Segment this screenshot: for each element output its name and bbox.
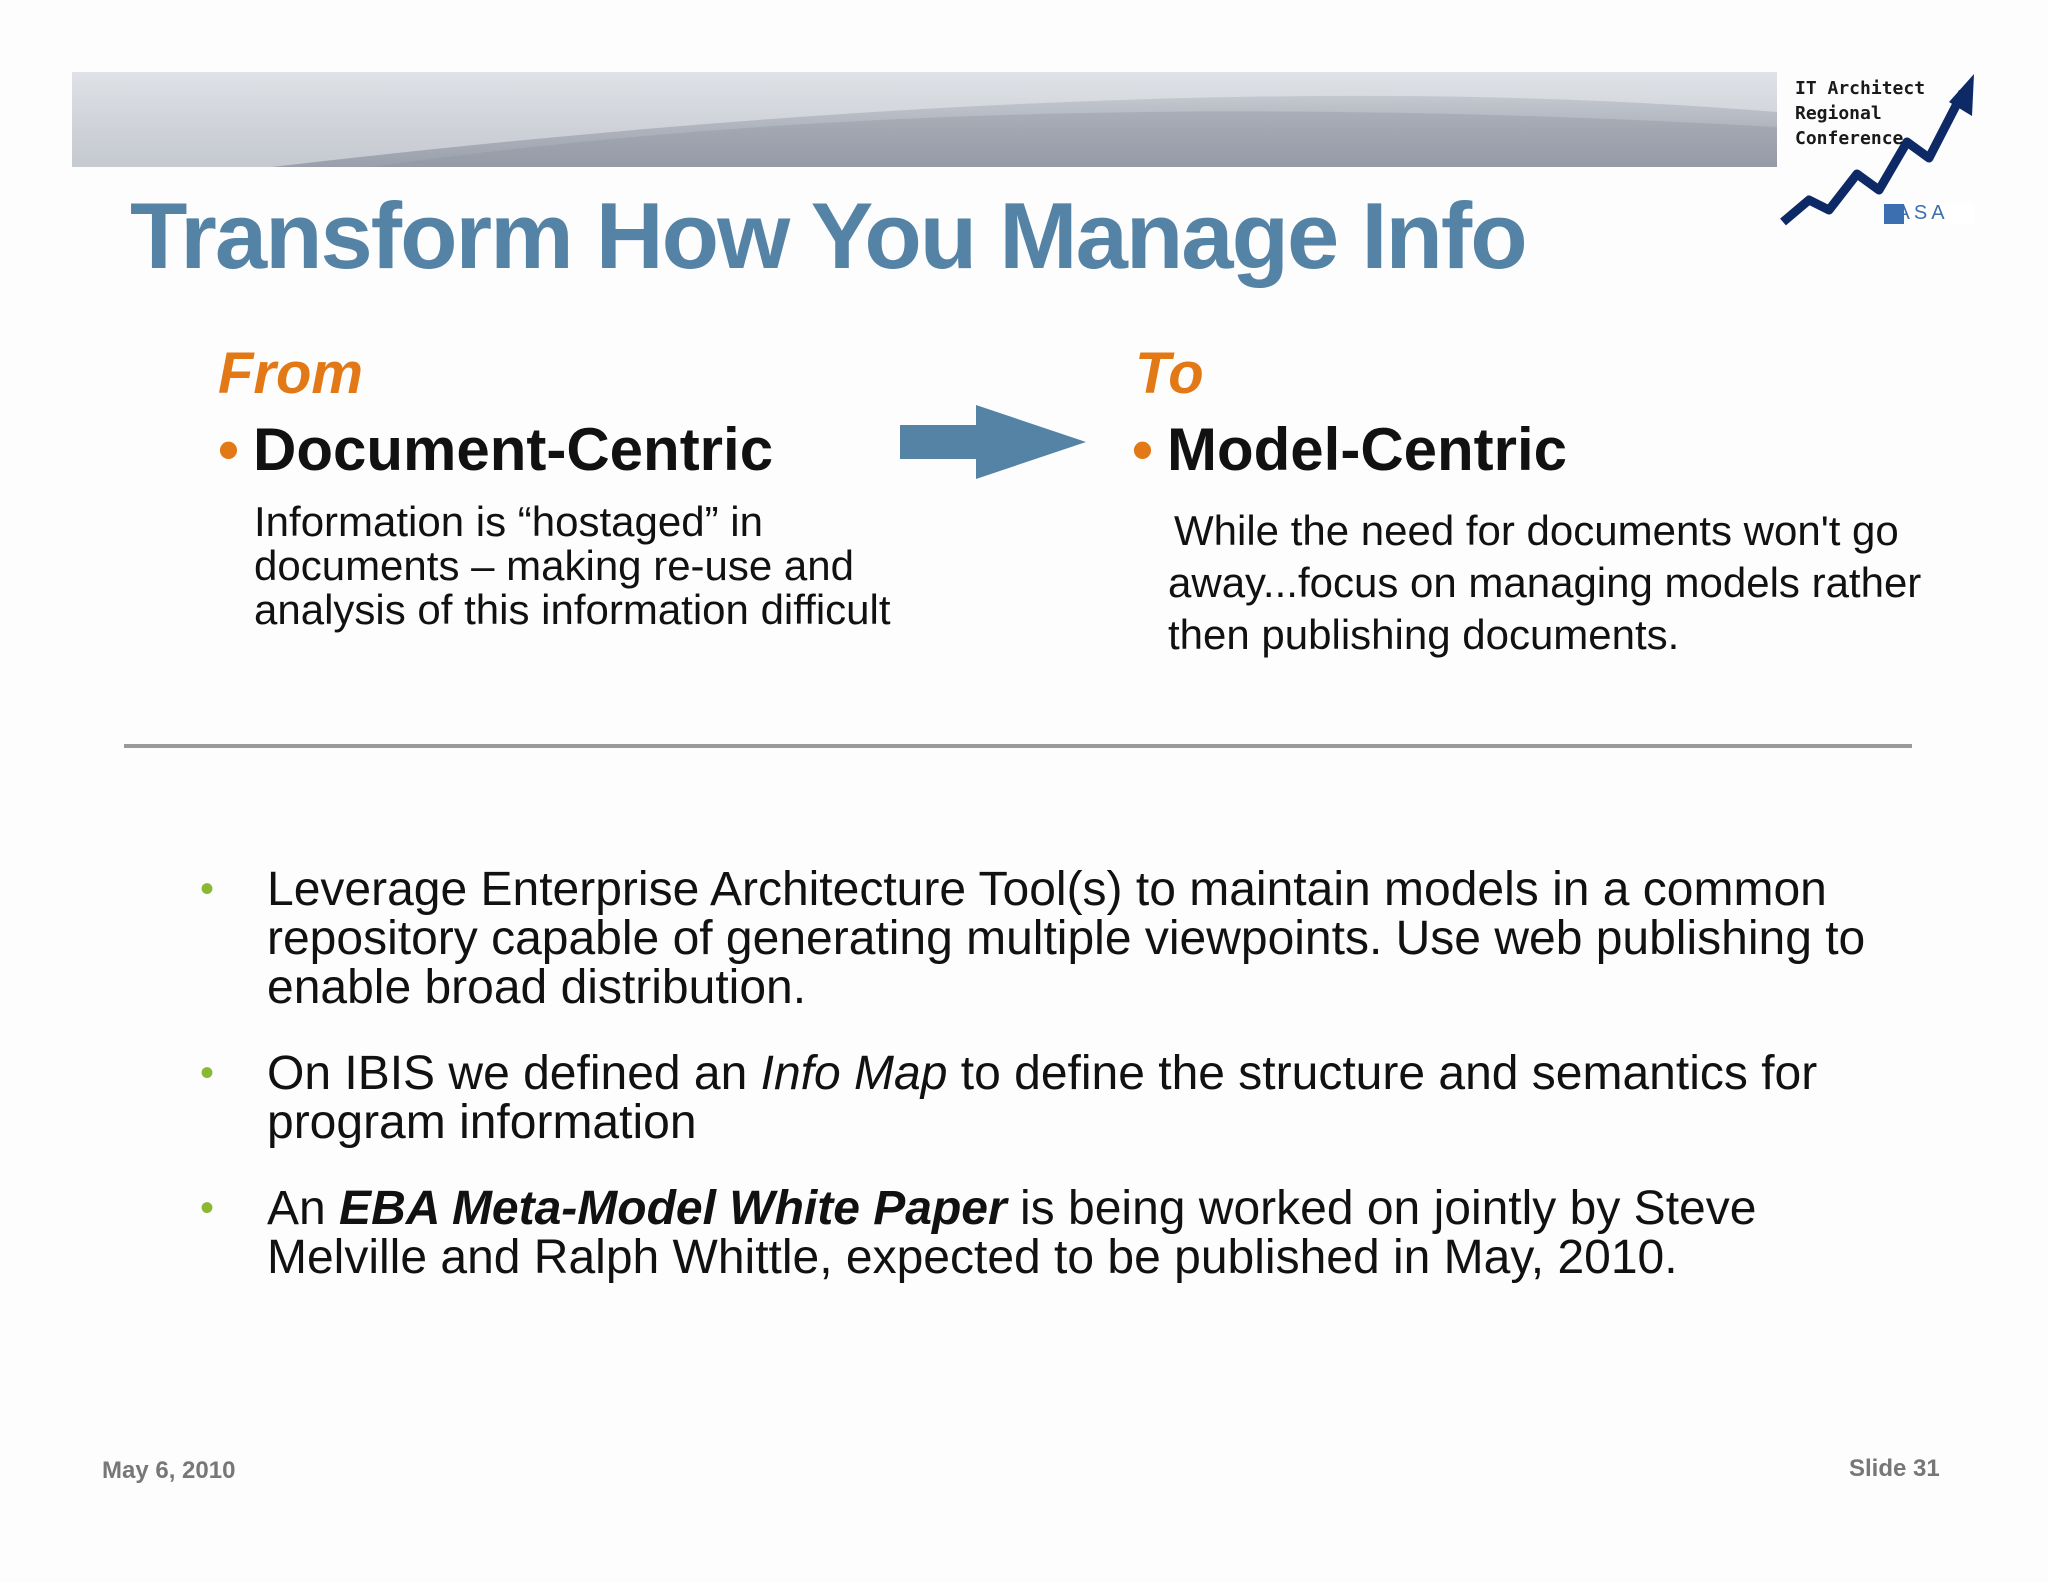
divider	[124, 744, 1912, 748]
bullet-text: Leverage Enterprise Architecture Tool(s) to maintain models in a common repository capable of generating multiple viewpoints. Use web publishing to enable broad distribution.	[267, 863, 1866, 1014]
logo-badge: IASA	[1887, 202, 1949, 224]
bullet-text-pre: An	[267, 1182, 340, 1235]
from-body: Information is “hostaged” in documents – making re-use and analysis of this information difficult	[254, 498, 891, 633]
bullet-text-post: is being worked on jointly by Steve Melville and Ralph Whittle, expected to be published in May, 2010.	[267, 1182, 1757, 1284]
to-bullet-label: Model-Centric	[1167, 416, 1568, 483]
bullet-dot: •	[200, 1186, 215, 1230]
bullet-text-pre: On IBIS we defined an	[267, 1047, 761, 1100]
footer-date: May 6, 2010	[102, 1457, 236, 1484]
bullet-dot: •	[200, 1051, 215, 1095]
bullet-dot: •	[218, 416, 240, 483]
bullet-text-emphasis: Info Map	[760, 1047, 948, 1100]
from-bullet-label: Document-Centric	[253, 416, 774, 483]
from-heading: From	[218, 341, 363, 406]
bullet-list	[200, 865, 1900, 1319]
list-item	[200, 1184, 1900, 1282]
logo-line2: Regional	[1795, 103, 1882, 124]
bullet-dot: •	[1132, 416, 1154, 483]
header-swoosh	[72, 72, 1777, 167]
to-heading: To	[1135, 341, 1204, 406]
bullet-text-emphasis: EBA Meta-Model White Paper	[339, 1182, 1007, 1235]
footer-slide-number: Slide 31	[1849, 1455, 1940, 1482]
page-title: Transform How You Manage Info	[130, 183, 1526, 288]
conference-logo	[1779, 72, 1977, 227]
bullet-dot: •	[200, 867, 215, 911]
logo-text	[1795, 76, 1925, 151]
to-body: While the need for documents won't go away...focus on managing models rather then publishing documents.	[1168, 507, 1922, 658]
list-item	[200, 1049, 1900, 1147]
header-band	[72, 72, 1777, 167]
list-item	[200, 865, 1900, 1012]
right-arrow-icon	[900, 405, 1086, 479]
bullet-text-post: to define the structure and semantics for program information	[267, 1047, 1818, 1149]
from-bullet	[218, 415, 773, 484]
logo-line3: Conference	[1795, 128, 1904, 149]
logo-line1: IT Architect	[1795, 78, 1926, 99]
to-bullet	[1132, 415, 1567, 484]
